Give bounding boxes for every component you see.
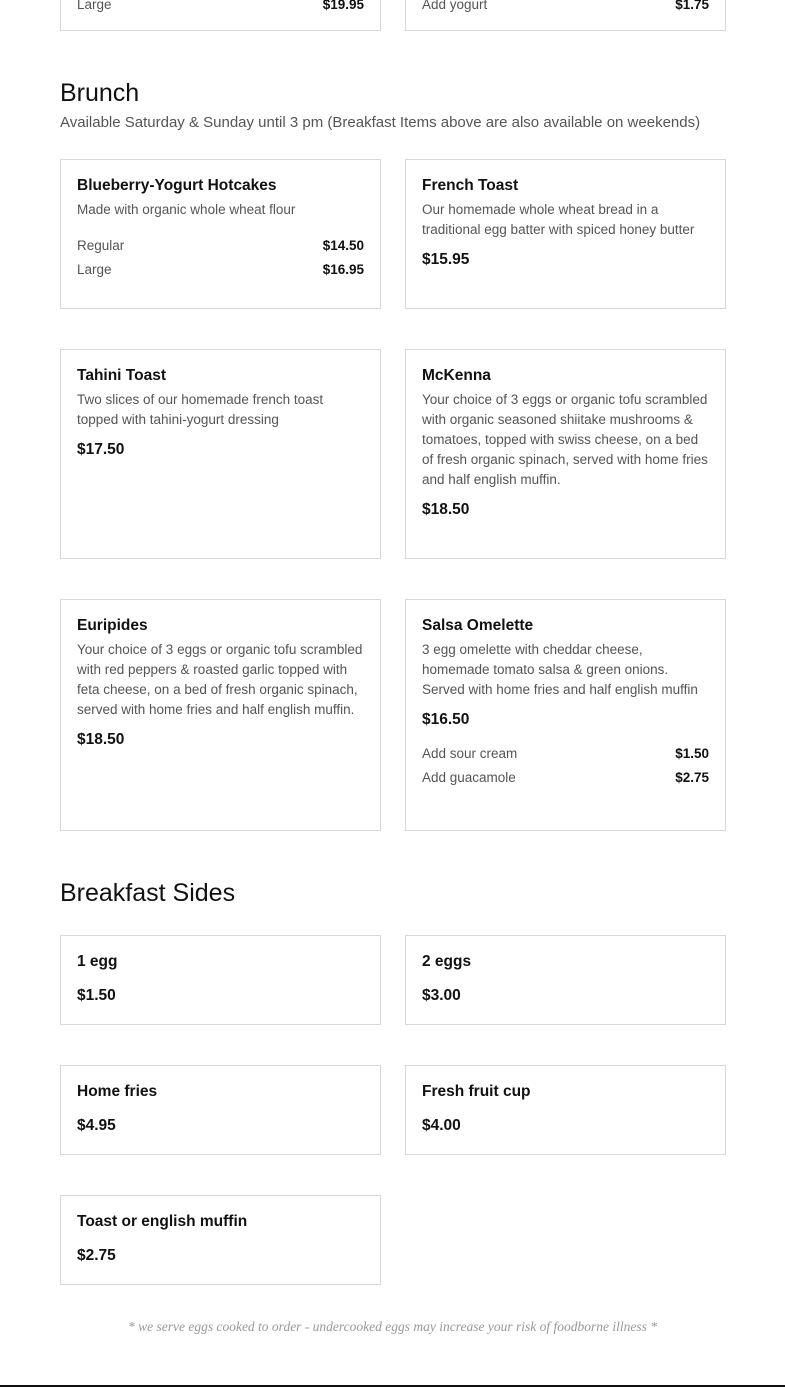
option-label: Add sour cream (422, 746, 518, 761)
item-price: $1.50 (77, 987, 116, 1004)
item-name: Home fries (77, 1083, 158, 1100)
item-description: Two slices of our homemade french toast topped with tahini-yogurt dressing (77, 392, 324, 427)
menu-item-card (405, 159, 726, 309)
option-row (422, 766, 709, 790)
menu-item-card (60, 599, 381, 831)
option-row (422, 0, 709, 17)
section-title-brunch: Brunch (60, 79, 140, 107)
menu-item-card (405, 349, 726, 559)
option-price: $1.75 (675, 0, 709, 12)
menu-item-card-partial (405, 0, 726, 31)
item-options (77, 234, 364, 282)
menu-item-card (60, 349, 381, 559)
menu-item-card (60, 935, 381, 1025)
item-description: Your choice of 3 eggs or organic tofu scrambled with organic seasoned shiitake mushrooms & tomatoes, topped with swiss cheese, on a bed of fresh organic spinach, served with home fries and half english muffin. (422, 392, 708, 487)
option-price: $1.50 (675, 746, 709, 761)
item-description: Our homemade whole wheat bread in a traditional egg batter with spiced honey butter (422, 202, 695, 237)
option-price: $2.75 (675, 770, 709, 785)
item-name: Fresh fruit cup (422, 1083, 531, 1100)
menu-item-card (60, 159, 381, 309)
menu-item-card (60, 1065, 381, 1155)
item-name: 1 egg (77, 953, 118, 970)
option-row (422, 742, 709, 766)
item-price: $18.50 (422, 501, 470, 518)
menu-item-card-partial (60, 0, 381, 31)
item-name: Euripides (77, 617, 148, 634)
item-name: Toast or english muffin (77, 1213, 248, 1230)
item-name: Salsa Omelette (422, 617, 534, 634)
option-price: $19.95 (322, 0, 364, 12)
option-label: Large (77, 262, 112, 277)
menu-item-card (405, 935, 726, 1025)
item-price: $2.75 (77, 1247, 116, 1264)
item-description: Your choice of 3 eggs or organic tofu scrambled with red peppers & roasted garlic topped with feta cheese, on a bed of fresh organic spinach, served with home fries and half english muffin. (77, 642, 363, 717)
option-label: Add guacamole (422, 770, 516, 785)
item-options (422, 742, 709, 790)
menu-item-card (405, 599, 726, 831)
option-row (77, 234, 364, 258)
menu-item-card (60, 1195, 381, 1285)
item-price: $4.95 (77, 1117, 116, 1134)
item-price: $17.50 (77, 441, 125, 458)
item-name: Blueberry-Yogurt Hotcakes (77, 177, 277, 194)
menu-item-card (405, 1065, 726, 1155)
footnote-disclaimer: * we serve eggs cooked to order - undercooked eggs may increase your risk of foodborne illness * (127, 1319, 657, 1334)
item-price: $15.95 (422, 251, 470, 268)
item-name: Tahini Toast (77, 367, 166, 384)
item-price: $16.50 (422, 711, 470, 728)
item-price: $18.50 (77, 731, 125, 748)
item-name: French Toast (422, 177, 519, 194)
item-name: McKenna (422, 367, 491, 384)
item-description: Made with organic whole wheat flour (77, 202, 296, 217)
option-label: Large (77, 0, 112, 12)
item-price: $3.00 (422, 987, 461, 1004)
item-price: $4.00 (422, 1117, 461, 1134)
option-row (77, 0, 364, 17)
option-price: $16.95 (322, 262, 364, 277)
option-label: Add yogurt (422, 0, 488, 12)
option-label: Regular (77, 238, 125, 253)
section-subtitle-brunch: Available Saturday & Sunday until 3 pm (Breakfast Items above are also available on weekends) (60, 114, 701, 131)
option-row (77, 258, 364, 282)
item-description: 3 egg omelette with cheddar cheese, homemade tomato salsa & green onions. Served with home fries and half english muffin (422, 642, 698, 697)
section-title-breakfast-sides: Breakfast Sides (60, 879, 236, 907)
option-price: $14.50 (322, 238, 364, 253)
item-name: 2 eggs (422, 953, 472, 970)
